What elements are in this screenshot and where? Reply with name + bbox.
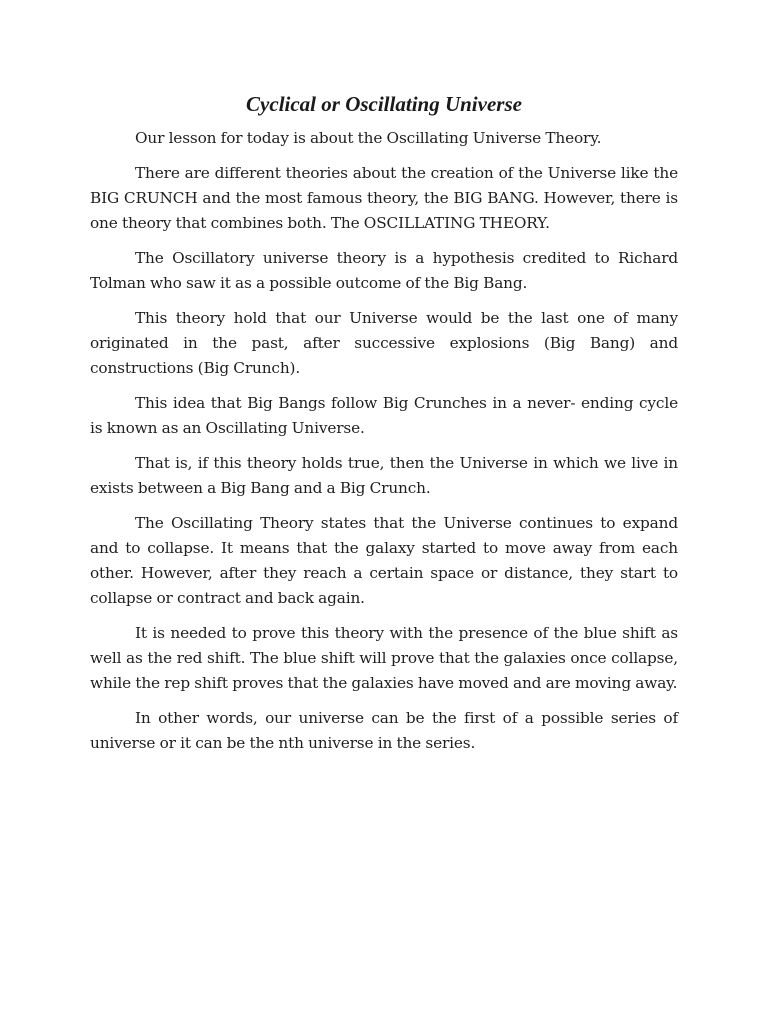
paragraph-6: That is, if this theory holds true, then the Universe in which we live in exists between a Big Bang and a Big Crunch.	[90, 454, 678, 497]
paragraph-9: In other words, our universe can be the first of a possible series of universe or it can be the nth universe in the series.	[90, 709, 678, 752]
paragraph-4: This theory hold that our Universe would be the last one of many originated in the past, after successive explosions (Big Bang) and constructions (Big Crunch).	[90, 309, 678, 377]
document-title: Cyclical or Oscillating Universe	[246, 92, 522, 116]
paragraph-7: The Oscillating Theory states that the Universe continues to expand and to collapse. It means that the galaxy started to move away from each other. However, after they reach a certain space or distance, they start to collapse or contract and back again.	[90, 514, 678, 607]
document-page	[90, 89, 678, 766]
paragraph-3: The Oscillatory universe theory is a hypothesis credited to Richard Tolman who saw it as a possible outcome of the Big Bang.	[90, 249, 678, 292]
paragraph-2: There are different theories about the creation of the Universe like the BIG CRUNCH and the most famous theory, the BIG BANG. However, there is one theory that combines both. The OSCILLATING THEORY.	[90, 164, 678, 232]
paragraph-1: Our lesson for today is about the Oscillating Universe Theory.	[135, 129, 602, 147]
paragraph-8: It is needed to prove this theory with the presence of the blue shift as well as the red shift. The blue shift will prove that the galaxies once collapse, while the rep shift proves that the galaxies have moved and are moving away.	[90, 624, 678, 692]
paragraph-5: This idea that Big Bangs follow Big Crunches in a never- ending cycle is known as an Oscillating Universe.	[90, 394, 678, 437]
